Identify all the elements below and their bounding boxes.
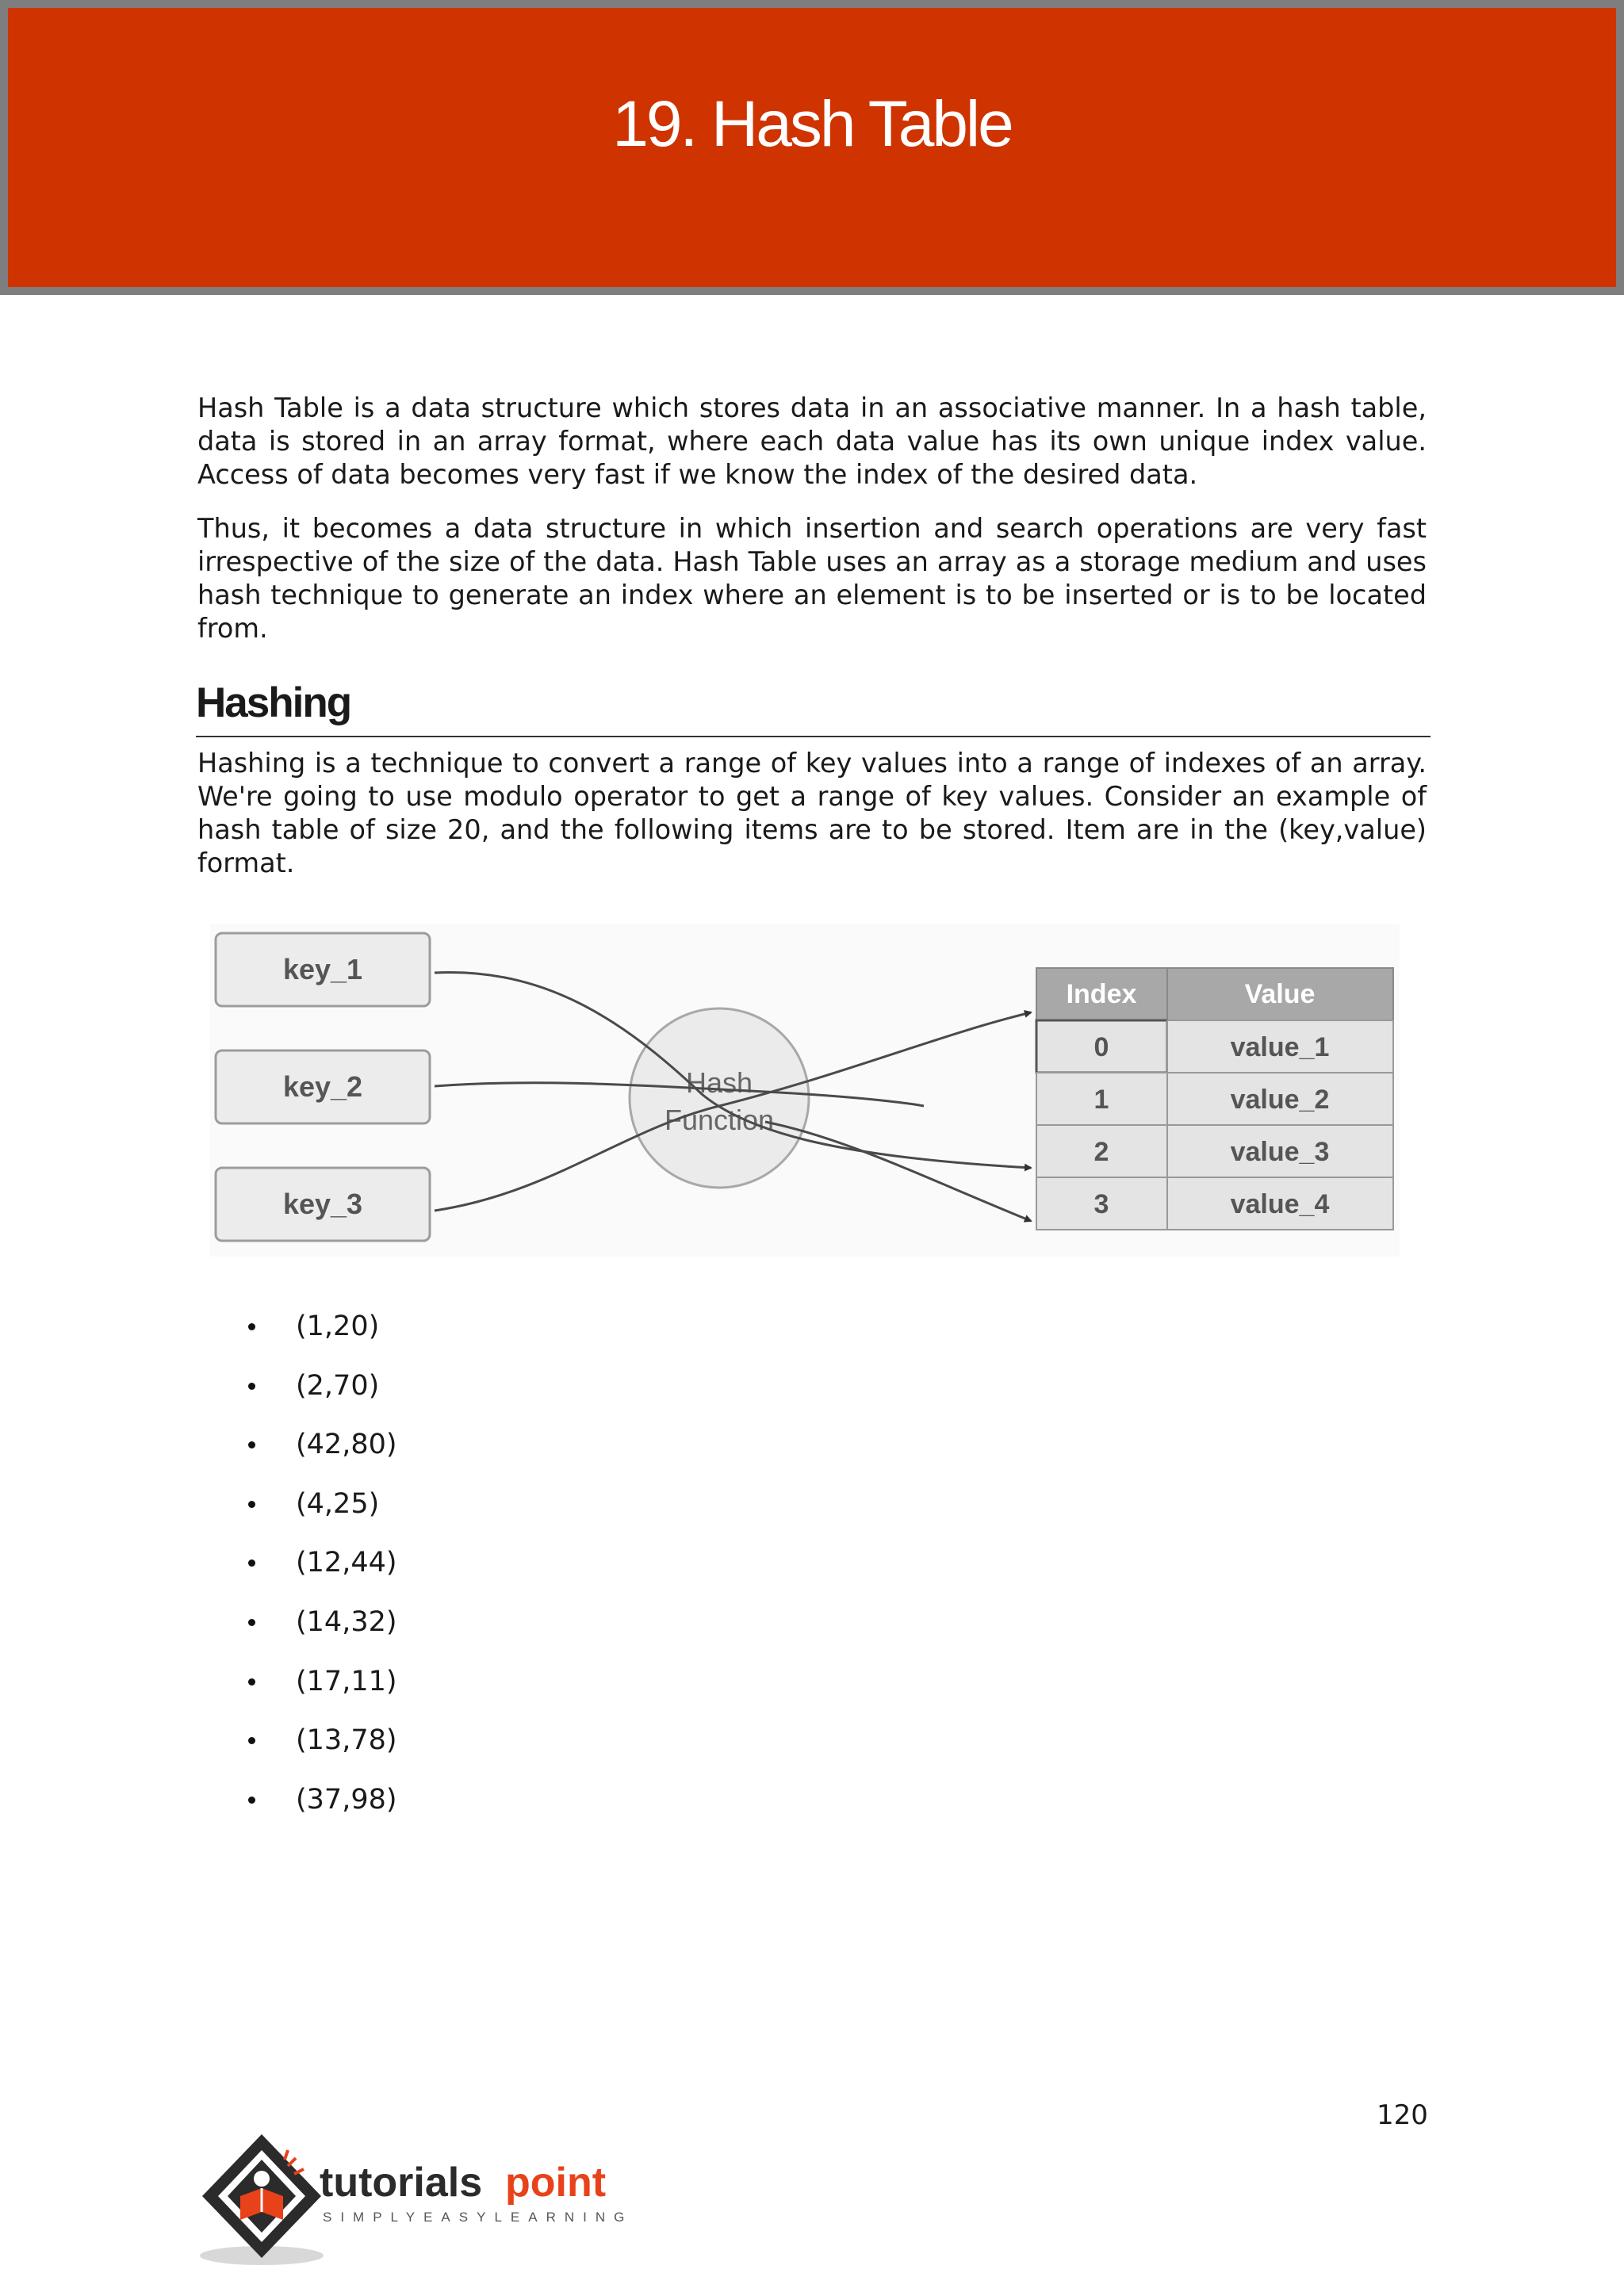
- hash-function-node: [630, 1008, 809, 1188]
- bullet-icon: [248, 1797, 255, 1804]
- section-paragraph: Hashing is a technique to convert a range of key values into a range of indexes of an array. We're going to use modulo operator to get a range of key values. Consider an example of hash table of size 20, and the following items are to be stored. Item are in the (key,value) format.: [197, 748, 1427, 878]
- bullet-icon: [248, 1323, 255, 1330]
- page-number: 120: [1377, 2099, 1428, 2131]
- table-header-value: Value: [1244, 979, 1316, 1009]
- hash-label-line1: Hash: [685, 1066, 753, 1099]
- list-item: [242, 1605, 397, 1665]
- intro-paragraph-1: Hash Table is a data structure which stores data in an associative manner. In a hash table, data is stored in an array format, where each data value has its own unique index value. Access of data becomes very fast if we know the index of the desired data.: [197, 392, 1427, 490]
- table-cell-value: value_2: [1230, 1085, 1330, 1115]
- key-label-2: key_2: [282, 1070, 363, 1103]
- table-cell-index: 1: [1094, 1085, 1109, 1115]
- bullet-icon: [248, 1441, 255, 1448]
- list-item-text: (17,11): [296, 1665, 397, 1697]
- key-box-1: [216, 933, 430, 1006]
- bullet-icon: [248, 1678, 255, 1686]
- list-item-text: (42,80): [296, 1429, 397, 1461]
- key-label-1: key_1: [282, 953, 363, 985]
- list-item: [242, 1369, 397, 1429]
- list-item: [242, 1724, 397, 1783]
- diagram-canvas: [210, 924, 1400, 1257]
- chapter-title: 19. Hash Table: [612, 88, 1012, 160]
- table-cell-value: value_3: [1230, 1137, 1330, 1167]
- list-item-text: (2,70): [296, 1369, 380, 1402]
- logo-brand-left: tutorials: [320, 2160, 483, 2206]
- logo-brand-right: point: [505, 2160, 607, 2206]
- table-cell-index: 3: [1094, 1189, 1109, 1219]
- bullet-icon: [248, 1737, 255, 1744]
- logo-tagline: SIMPLYEASYLEARNING: [323, 2210, 634, 2225]
- list-item: [242, 1665, 397, 1724]
- bullet-icon: [248, 1619, 255, 1626]
- list-item: [242, 1428, 397, 1487]
- tutorialspoint-logo: [194, 2125, 638, 2279]
- arrow-key3-to-index3: [765, 1122, 1031, 1221]
- table-cell-index: 2: [1094, 1137, 1109, 1167]
- bullet-icon: [248, 1383, 255, 1390]
- item-list: [242, 1310, 397, 1842]
- table-row-2: [1036, 1125, 1393, 1177]
- index-value-table: [1036, 968, 1393, 1230]
- bullet-icon: [248, 1501, 255, 1508]
- table-cell-value: value_1: [1230, 1032, 1330, 1062]
- list-item-text: (13,78): [296, 1724, 397, 1757]
- list-item-text: (37,98): [296, 1783, 397, 1816]
- table-row-1: [1036, 1073, 1393, 1125]
- list-item-text: (12,44): [296, 1547, 397, 1579]
- list-item: [242, 1310, 397, 1369]
- hash-label-line2: Function: [664, 1104, 775, 1136]
- table-cell-value: value_4: [1230, 1189, 1330, 1219]
- section-heading: Hashing: [196, 677, 1431, 737]
- table-header-index: Index: [1066, 979, 1137, 1009]
- bullet-icon: [248, 1559, 255, 1567]
- intro-paragraph-2: Thus, it becomes a data structure in which insertion and search operations are very fast irrespective of the size of the data. Hash Table uses an array as a storage medium and uses hash technique to generate an index where an element is to be inserted or is to be located from.: [197, 513, 1427, 644]
- hash-table-diagram: [210, 924, 1400, 1257]
- table-row-3: [1036, 1177, 1393, 1230]
- list-item-text: (4,25): [296, 1487, 380, 1520]
- logo-mark: [194, 2125, 638, 2275]
- list-item-text: (14,32): [296, 1605, 397, 1638]
- page-content: [197, 392, 1427, 901]
- list-item: [242, 1546, 397, 1605]
- list-item: [242, 1783, 397, 1843]
- table-row-0: [1036, 1020, 1393, 1073]
- chapter-banner: [0, 0, 1624, 295]
- key-label-3: key_3: [282, 1188, 363, 1220]
- key-box-3: [216, 1168, 430, 1241]
- table-cell-index: 0: [1094, 1032, 1109, 1062]
- list-item-text: (1,20): [296, 1311, 380, 1342]
- key-box-2: [216, 1050, 430, 1123]
- list-item: [242, 1487, 397, 1547]
